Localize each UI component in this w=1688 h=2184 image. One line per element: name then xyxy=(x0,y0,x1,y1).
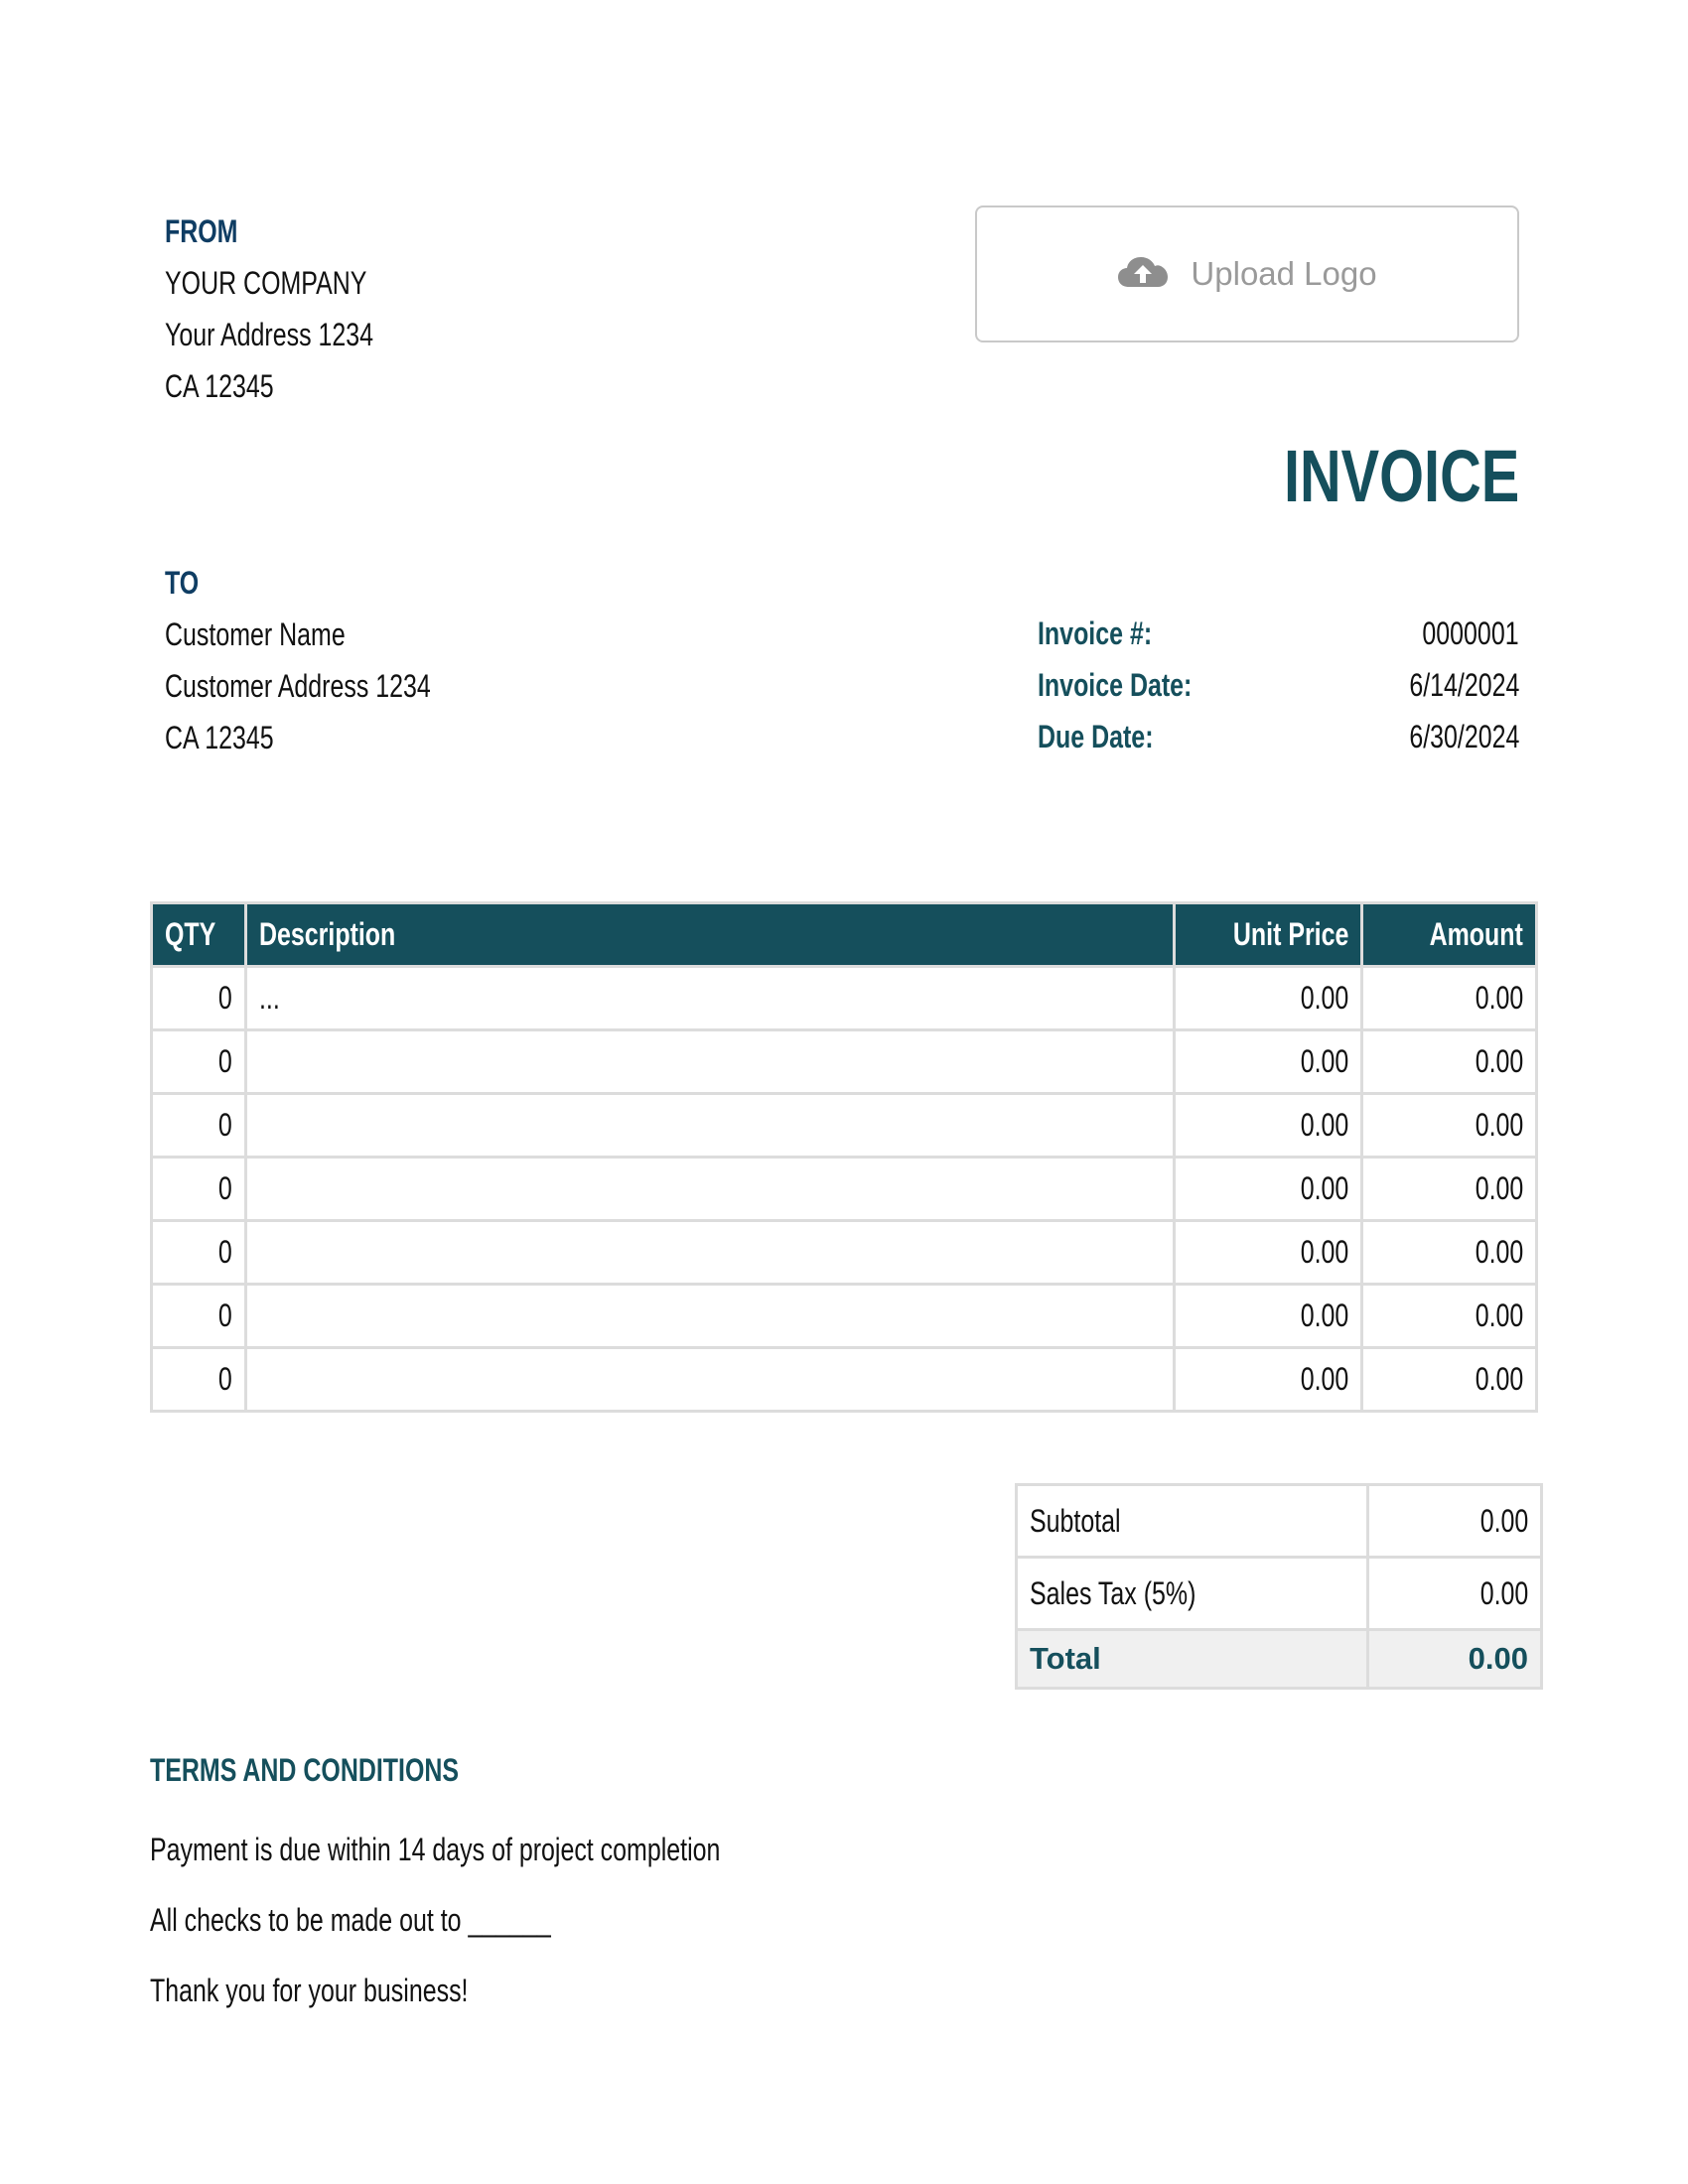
invoice-date-row xyxy=(1038,659,1519,711)
from-heading xyxy=(165,205,432,257)
column-header-amount: Amount xyxy=(1362,903,1537,967)
customer-city-text: CA 12345 xyxy=(165,720,274,755)
unit-price-cell[interactable]: 0.00 xyxy=(1175,967,1362,1030)
qty-cell[interactable]: 0 xyxy=(152,1094,246,1158)
amount-cell: 0.00 xyxy=(1362,1285,1537,1348)
table-row xyxy=(152,1221,1537,1285)
line-items-table xyxy=(150,901,1538,1413)
qty-cell[interactable]: 0 xyxy=(152,1030,246,1094)
description-cell[interactable] xyxy=(245,1285,1174,1348)
terms-line-payment[interactable]: Payment is due within 14 days of project completion xyxy=(150,1832,721,1867)
summary-table xyxy=(1015,1483,1543,1690)
total-row xyxy=(1017,1630,1542,1689)
column-header-unit-price: Unit Price xyxy=(1175,903,1362,967)
table-row xyxy=(152,1348,1537,1412)
qty-cell[interactable]: 0 xyxy=(152,967,246,1030)
sales-tax-value: 0.00 xyxy=(1368,1558,1542,1630)
description-cell[interactable]: ... xyxy=(245,967,1174,1030)
customer-address-text: Customer Address 1234 xyxy=(165,668,431,704)
customer-city-field[interactable] xyxy=(165,712,505,763)
sales-tax-row xyxy=(1017,1558,1542,1630)
unit-price-cell[interactable]: 0.00 xyxy=(1175,1348,1362,1412)
column-header-description: Description xyxy=(245,903,1174,967)
table-row xyxy=(152,1094,1537,1158)
unit-price-cell[interactable]: 0.00 xyxy=(1175,1030,1362,1094)
from-section xyxy=(165,205,432,412)
amount-cell: 0.00 xyxy=(1362,1030,1537,1094)
terms-line-thanks[interactable]: Thank you for your business! xyxy=(150,1973,469,2008)
customer-address-field[interactable] xyxy=(165,660,505,712)
invoice-title xyxy=(1217,437,1519,516)
from-address-field[interactable] xyxy=(165,309,432,360)
qty-cell[interactable]: 0 xyxy=(152,1158,246,1221)
table-row xyxy=(152,1030,1537,1094)
sales-tax-label[interactable]: Sales Tax (5%) xyxy=(1017,1558,1368,1630)
invoice-date-field[interactable]: 6/14/2024 xyxy=(1408,667,1519,703)
to-heading xyxy=(165,557,505,609)
terms-heading: TERMS AND CONDITIONS xyxy=(150,1752,460,1788)
due-date-field[interactable]: 6/30/2024 xyxy=(1408,719,1519,754)
subtotal-row xyxy=(1017,1485,1542,1558)
to-heading-text: TO xyxy=(165,565,200,601)
amount-cell: 0.00 xyxy=(1362,1158,1537,1221)
unit-price-cell[interactable]: 0.00 xyxy=(1175,1221,1362,1285)
terms-section xyxy=(150,1747,881,2026)
to-section xyxy=(165,557,505,763)
description-cell[interactable] xyxy=(245,1221,1174,1285)
customer-name-field[interactable] xyxy=(165,609,505,660)
subtotal-label: Subtotal xyxy=(1017,1485,1368,1558)
from-address-text: Your Address 1234 xyxy=(165,317,374,352)
unit-price-cell[interactable]: 0.00 xyxy=(1175,1094,1362,1158)
qty-cell[interactable]: 0 xyxy=(152,1348,246,1412)
total-value: 0.00 xyxy=(1368,1630,1542,1689)
table-header-row xyxy=(152,903,1537,967)
qty-cell[interactable]: 0 xyxy=(152,1285,246,1348)
description-cell[interactable] xyxy=(245,1158,1174,1221)
customer-name-text: Customer Name xyxy=(165,616,346,652)
terms-line-checks[interactable]: All checks to be made out to ______ xyxy=(150,1902,551,1938)
invoice-number-field[interactable]: 0000001 xyxy=(1422,615,1519,651)
column-header-qty: QTY xyxy=(152,903,246,967)
upload-logo-label: Upload Logo xyxy=(1191,255,1377,292)
unit-price-cell[interactable]: 0.00 xyxy=(1175,1285,1362,1348)
invoice-date-label: Invoice Date: xyxy=(1038,667,1193,703)
table-row xyxy=(152,967,1537,1030)
description-cell[interactable] xyxy=(245,1348,1174,1412)
from-city-field[interactable] xyxy=(165,360,432,412)
invoice-title-text: INVOICE xyxy=(1283,435,1519,517)
unit-price-cell[interactable]: 0.00 xyxy=(1175,1158,1362,1221)
invoice-number-label: Invoice #: xyxy=(1038,615,1153,651)
from-heading-text: FROM xyxy=(165,213,238,249)
upload-logo-button[interactable] xyxy=(975,205,1519,342)
amount-cell: 0.00 xyxy=(1362,1094,1537,1158)
invoice-meta xyxy=(1038,608,1519,762)
table-row xyxy=(152,1158,1537,1221)
due-date-row xyxy=(1038,711,1519,762)
description-cell[interactable] xyxy=(245,1030,1174,1094)
from-city-text: CA 12345 xyxy=(165,368,274,404)
description-cell[interactable] xyxy=(245,1094,1174,1158)
amount-cell: 0.00 xyxy=(1362,1348,1537,1412)
subtotal-value: 0.00 xyxy=(1368,1485,1542,1558)
table-row xyxy=(152,1285,1537,1348)
amount-cell: 0.00 xyxy=(1362,1221,1537,1285)
from-company-field[interactable] xyxy=(165,257,432,309)
cloud-upload-icon xyxy=(1117,256,1169,293)
amount-cell: 0.00 xyxy=(1362,967,1537,1030)
total-label: Total xyxy=(1017,1630,1368,1689)
from-company-text: YOUR COMPANY xyxy=(165,265,367,301)
qty-cell[interactable]: 0 xyxy=(152,1221,246,1285)
invoice-number-row xyxy=(1038,608,1519,659)
due-date-label: Due Date: xyxy=(1038,719,1154,754)
